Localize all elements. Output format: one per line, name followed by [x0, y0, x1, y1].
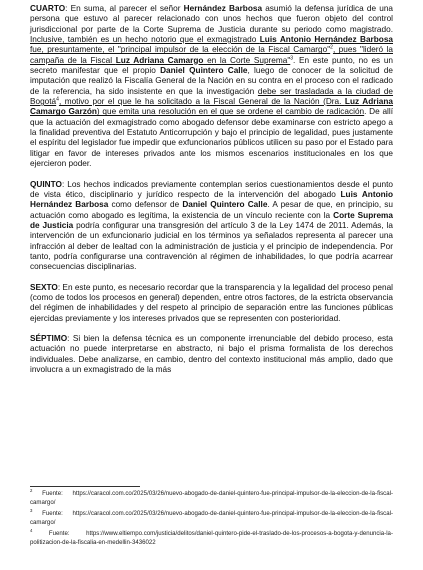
emphasis-text: Corte Suprema de Justicia: [30, 210, 393, 230]
emphasis-text: CUARTO: [30, 4, 66, 13]
footnote-3: [30, 510, 393, 527]
emphasis-text: SEXTO: [30, 282, 58, 292]
body-text: Inclusive, también es un hecho notorio que el exmagistrado: [30, 35, 260, 45]
paragraph-septimo: [30, 334, 393, 375]
body-text: : Si bien la defensa técnica es un componente irrenunciable del debido proceso, esta actuación no puede interpretarse en abstracto, ni bajo el prisma formalista de los derechos individuales. Debe analizarse, en cambio, dentro del contexto institucional más amplio, dado que involucra a un exmagistrado de la más: [30, 333, 393, 374]
body-text: , pues "lideró la campaña de la Fiscal: [30, 45, 393, 65]
footnote-2: [30, 487, 393, 507]
paragraph-sexto: [30, 283, 393, 324]
paragraph-cuarto: [30, 4, 393, 170]
footnote-reference: 4: [56, 96, 59, 103]
body-text: asumió la defensa jurídica de una persona que estuvo al parecer relacionado con unos hechos que fueron objeto del control jurisdiccional por parte de la Corte Suprema de Justicia durante su periodo como magistrado.: [30, 4, 394, 34]
body-text: podría configurar una transgresión del artículo 3 de la Ley 1474 de 2011. Además, la intervención de un exfuncionario judicial en los términos ya señalados representa al parecer una infracción al deber de lealtad con la administración de justicia y el principio de independencia. Por tanto, podría configurarse una contravención al régimen de inhabilidades, lo que podría acarrear consecuencias disciplinarias.: [30, 220, 393, 272]
footnote-number: 3: [30, 508, 33, 514]
body-text: . De allí que la actuación del exmagistrado como abogado defensor debe examinarse con estricto apego a la finalidad preventiva del Estatuto Anticorrupción y bajo el principio de legalidad, pues justamente el espíritu del legislador fue impedir que exfuncionarios públicos utilicen su paso por el Estado para litigar en favor de intereses privados ante los mismos escenarios institucionales en los que ejercieron poder.: [30, 107, 393, 169]
body-text: : Los hechos indicados previamente contemplan serios cuestionamientos desde el punto de vista ético, disciplinario y jurídico respecto de la intervención del abogado: [30, 179, 393, 199]
body-text: . En este punto, no es un secreto manifestar que el propio: [30, 55, 393, 76]
body-text: debe ser trasladada a la ciudad de Bogotá: [30, 86, 394, 107]
footnote-reference: 2: [330, 44, 333, 51]
footnote-text[interactable]: Fuente: https://caracol.com.co/2025/03/26/nuevo-abogado-de-daniel-quintero-fue-principal-impulsor-de-la-eleccion-de-la-fiscal-camargo/: [30, 510, 393, 526]
emphasis-text: Daniel Quintero Calle: [160, 66, 248, 76]
emphasis-text: Luz Adriana Camargo: [115, 55, 204, 65]
body-text: como defensor de: [108, 200, 183, 210]
emphasis-text: QUINTO: [30, 179, 62, 189]
footnote-text[interactable]: Fuente: https://www.eltiempo.com/justicia/delitos/daniel-quintero-pide-el-traslado-de-los-procesos-a-bogota-y-denuncia-la-politizacion-de-la-fiscalia-en-medellin-3436022: [30, 530, 393, 546]
footnote-number: 2: [30, 487, 33, 493]
footnote-4: [30, 530, 393, 547]
emphasis-text: Luis Antonio Hernández Barbosa: [30, 189, 393, 210]
emphasis-text: Daniel Quintero Calle: [182, 200, 268, 210]
body-text: : En suma, al parecer el señor: [65, 4, 184, 13]
footnote-separator: [30, 486, 140, 487]
body-text: . A pesar de que, en principio, su actuación como abogado es legítima, la existencia de un vínculo reciente con la: [30, 200, 394, 220]
footnote-number: 4: [30, 528, 33, 534]
footnotes: [30, 487, 393, 548]
body-text: ) que emita una resolución en el que se ordene el cambio de radicación: [96, 107, 365, 117]
emphasis-text: Luis Antonio Hernández Barbosa: [259, 35, 393, 45]
body-text: en la Corte Suprema": [203, 55, 291, 65]
emphasis-text: Hernández Barbosa: [183, 4, 263, 13]
emphasis-text: SÉPTIMO: [30, 333, 68, 343]
footnote-text[interactable]: Fuente: https://caracol.com.co/2025/03/26/nuevo-abogado-de-daniel-quintero-fue-principal-impulsor-de-la-eleccion-de-la-fiscal-camargo/: [30, 490, 393, 506]
body-text: , motivo por el que le ha solicitado a la Fiscal General de la Nación (Dra.: [58, 97, 345, 107]
emphasis-text: Luz Adriana Camargo Garzón: [30, 97, 394, 117]
body-text: : En este punto, es necesario recordar que la transparencia y la legalidad del proceso penal (como de todos los procesos en general) dependen, entre otros factores, de la estricta observancia del régimen de inhabilidades y del respeto al principio de separación entre las funciones públicas ejercidas previamente y los intereses privados que se representen con posterioridad.: [30, 282, 393, 323]
body-text: fue, presuntamente, el "principal impulsor de la elección de la Fiscal Camargo": [30, 45, 331, 55]
body-text: , luego de conocer de la solicitud de imputación que realizó la Fiscalía General de la Nación en su contra en el proceso con el radicado de la referencia, ha sido insistente en que la investigación: [30, 66, 393, 96]
footnote-reference: 3: [290, 54, 294, 61]
paragraph-quinto: [30, 180, 393, 273]
